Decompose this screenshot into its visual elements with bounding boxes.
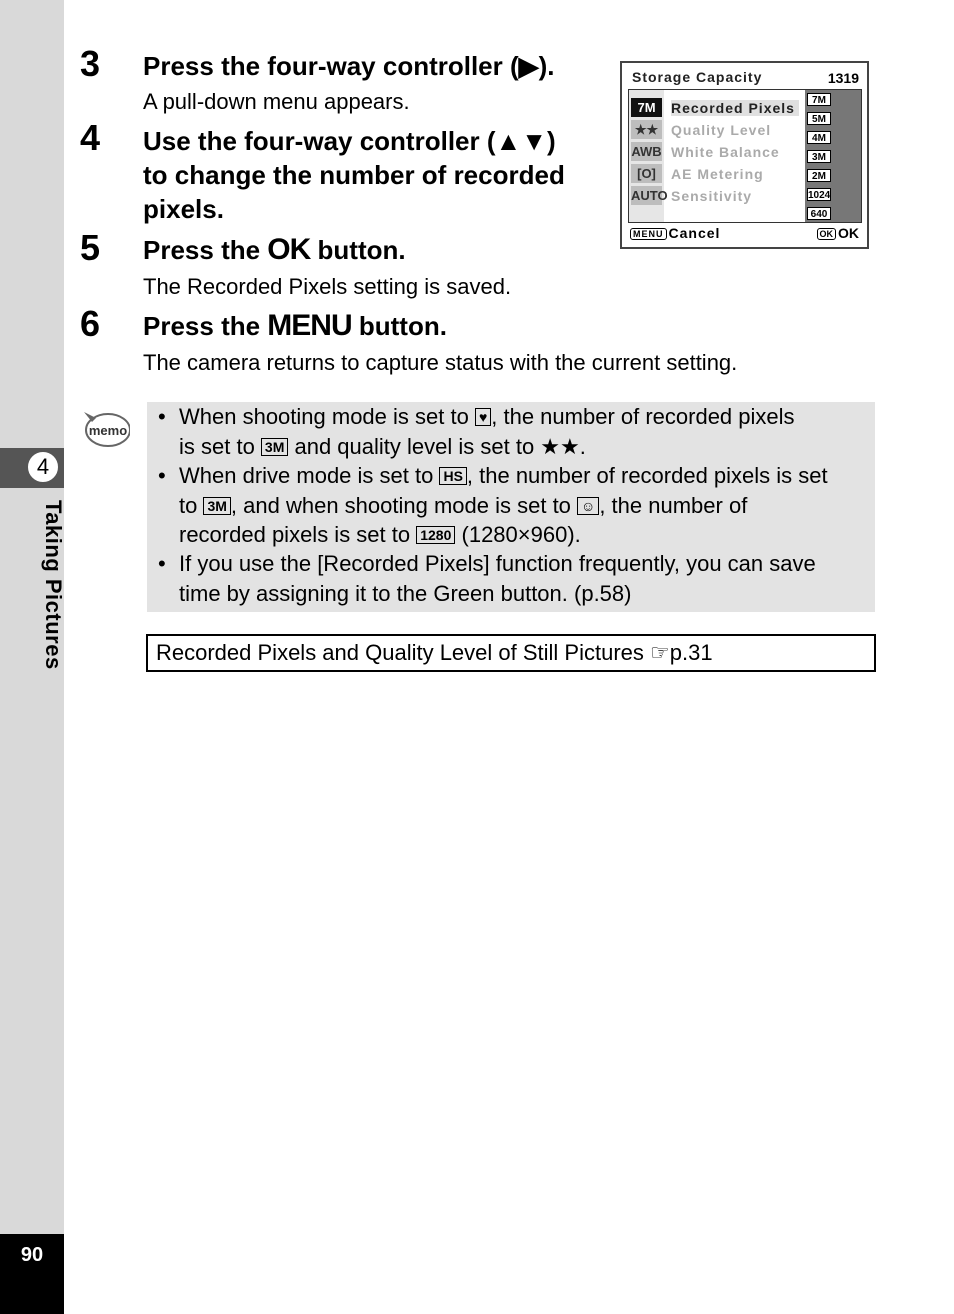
memo-line: is set to 3M and quality level is set to ★★. xyxy=(179,434,586,459)
cancel-hint xyxy=(630,225,720,241)
ok-key-icon: OK xyxy=(817,228,837,240)
option-2m[interactable]: 2M xyxy=(807,169,831,182)
step-5-title xyxy=(143,233,406,267)
step-6-title-text: button. xyxy=(351,311,447,341)
1280-pixels-icon: 1280 xyxy=(416,526,455,544)
option-1024[interactable]: 1024 xyxy=(808,190,831,201)
step-5-title-text: button. xyxy=(310,235,406,265)
step-6-desc: The camera returns to capture status with the current setting. xyxy=(143,350,738,375)
option-3m[interactable]: 3M xyxy=(807,150,831,163)
menu-key-icon: MENU xyxy=(630,228,667,240)
svg-text:memo: memo xyxy=(88,423,128,438)
step-3-desc: A pull-down menu appears. xyxy=(143,89,410,114)
chapter-number: 4 xyxy=(26,450,60,484)
option-7m[interactable]: 7M xyxy=(807,93,831,106)
camera-menu-screen xyxy=(620,61,869,249)
memo-line: time by assigning it to the Green button. (p.58) xyxy=(179,581,632,606)
step-6-title xyxy=(143,309,447,343)
memo-line: If you use the [Recorded Pixels] function frequently, you can save xyxy=(179,551,816,576)
step-4-title-line: to change the number of recorded xyxy=(143,160,565,190)
chapter-title: Taking Pictures xyxy=(41,500,66,670)
menu-item-recorded-pixels[interactable]: Recorded Pixels xyxy=(671,100,799,116)
bullet: • xyxy=(158,551,166,576)
storage-capacity-label: Storage Capacity xyxy=(632,69,763,85)
cancel-label: Cancel xyxy=(668,225,721,241)
step-4-title-line: Use the four-way controller (▲▼) xyxy=(143,126,556,156)
white-balance-icon: AWB xyxy=(631,144,662,159)
high-speed-drive-icon: HS xyxy=(439,467,466,485)
step-5-desc: The Recorded Pixels setting is saved. xyxy=(143,274,512,299)
ok-hint xyxy=(817,225,860,241)
quality-level-icon: ★★ xyxy=(631,120,662,139)
step-3-number: 3 xyxy=(80,43,101,84)
menu-key-label: MENU xyxy=(267,309,352,342)
heart-mode-icon: ♥ xyxy=(475,408,491,426)
menu-item-ae-metering[interactable]: AE Metering xyxy=(671,166,764,182)
portrait-mode-icon: ☺ xyxy=(577,497,599,515)
bullet: • xyxy=(158,463,166,488)
memo-line: When shooting mode is set to ♥ , the number of recorded pixels xyxy=(179,404,795,429)
step-5-number: 5 xyxy=(80,227,101,268)
menu-item-sensitivity[interactable]: Sensitivity xyxy=(671,188,753,204)
memo-line: recorded pixels is set to 1280 (1280×960). xyxy=(179,522,581,547)
menu-panel xyxy=(628,89,862,223)
storage-count: 1319 xyxy=(827,70,859,86)
sensitivity-icon: AUTO xyxy=(631,188,668,203)
3m-pixels-icon: 3M xyxy=(261,438,288,456)
option-640[interactable]: 640 xyxy=(807,207,831,220)
memo-icon xyxy=(82,408,130,448)
reference-link[interactable]: Recorded Pixels and Quality Level of Still Pictures ☞p.31 xyxy=(146,634,876,672)
option-5m[interactable]: 5M xyxy=(807,112,831,125)
step-5-title-text: Press the xyxy=(143,235,268,265)
memo-line: When drive mode is set to HS , the number of recorded pixels is set xyxy=(179,463,828,488)
option-4m[interactable]: 4M xyxy=(807,131,831,144)
page-number: 90 xyxy=(0,1234,64,1314)
step-4-number: 4 xyxy=(80,117,101,158)
bullet: • xyxy=(158,404,166,429)
step-4-title xyxy=(143,124,565,226)
step-4-title-line: pixels. xyxy=(143,194,224,224)
step-6-number: 6 xyxy=(80,303,101,344)
pixels-option-list xyxy=(805,90,861,222)
3m-pixels-icon: 3M xyxy=(203,497,230,515)
recorded-pixels-icon: 7M xyxy=(631,98,662,117)
memo-line: to 3M , and when shooting mode is set to ☺ , the number of xyxy=(179,493,748,518)
menu-item-white-balance[interactable]: White Balance xyxy=(671,144,780,160)
ok-label: OK xyxy=(838,225,859,241)
step-3-title: Press the four-way controller (▶). xyxy=(143,51,555,81)
menu-icon-column xyxy=(629,90,668,222)
step-6-title-text: Press the xyxy=(143,311,268,341)
ok-key-label: OK xyxy=(267,233,311,266)
ae-metering-icon: [O] xyxy=(631,164,662,183)
menu-item-quality-level[interactable]: Quality Level xyxy=(671,122,772,138)
